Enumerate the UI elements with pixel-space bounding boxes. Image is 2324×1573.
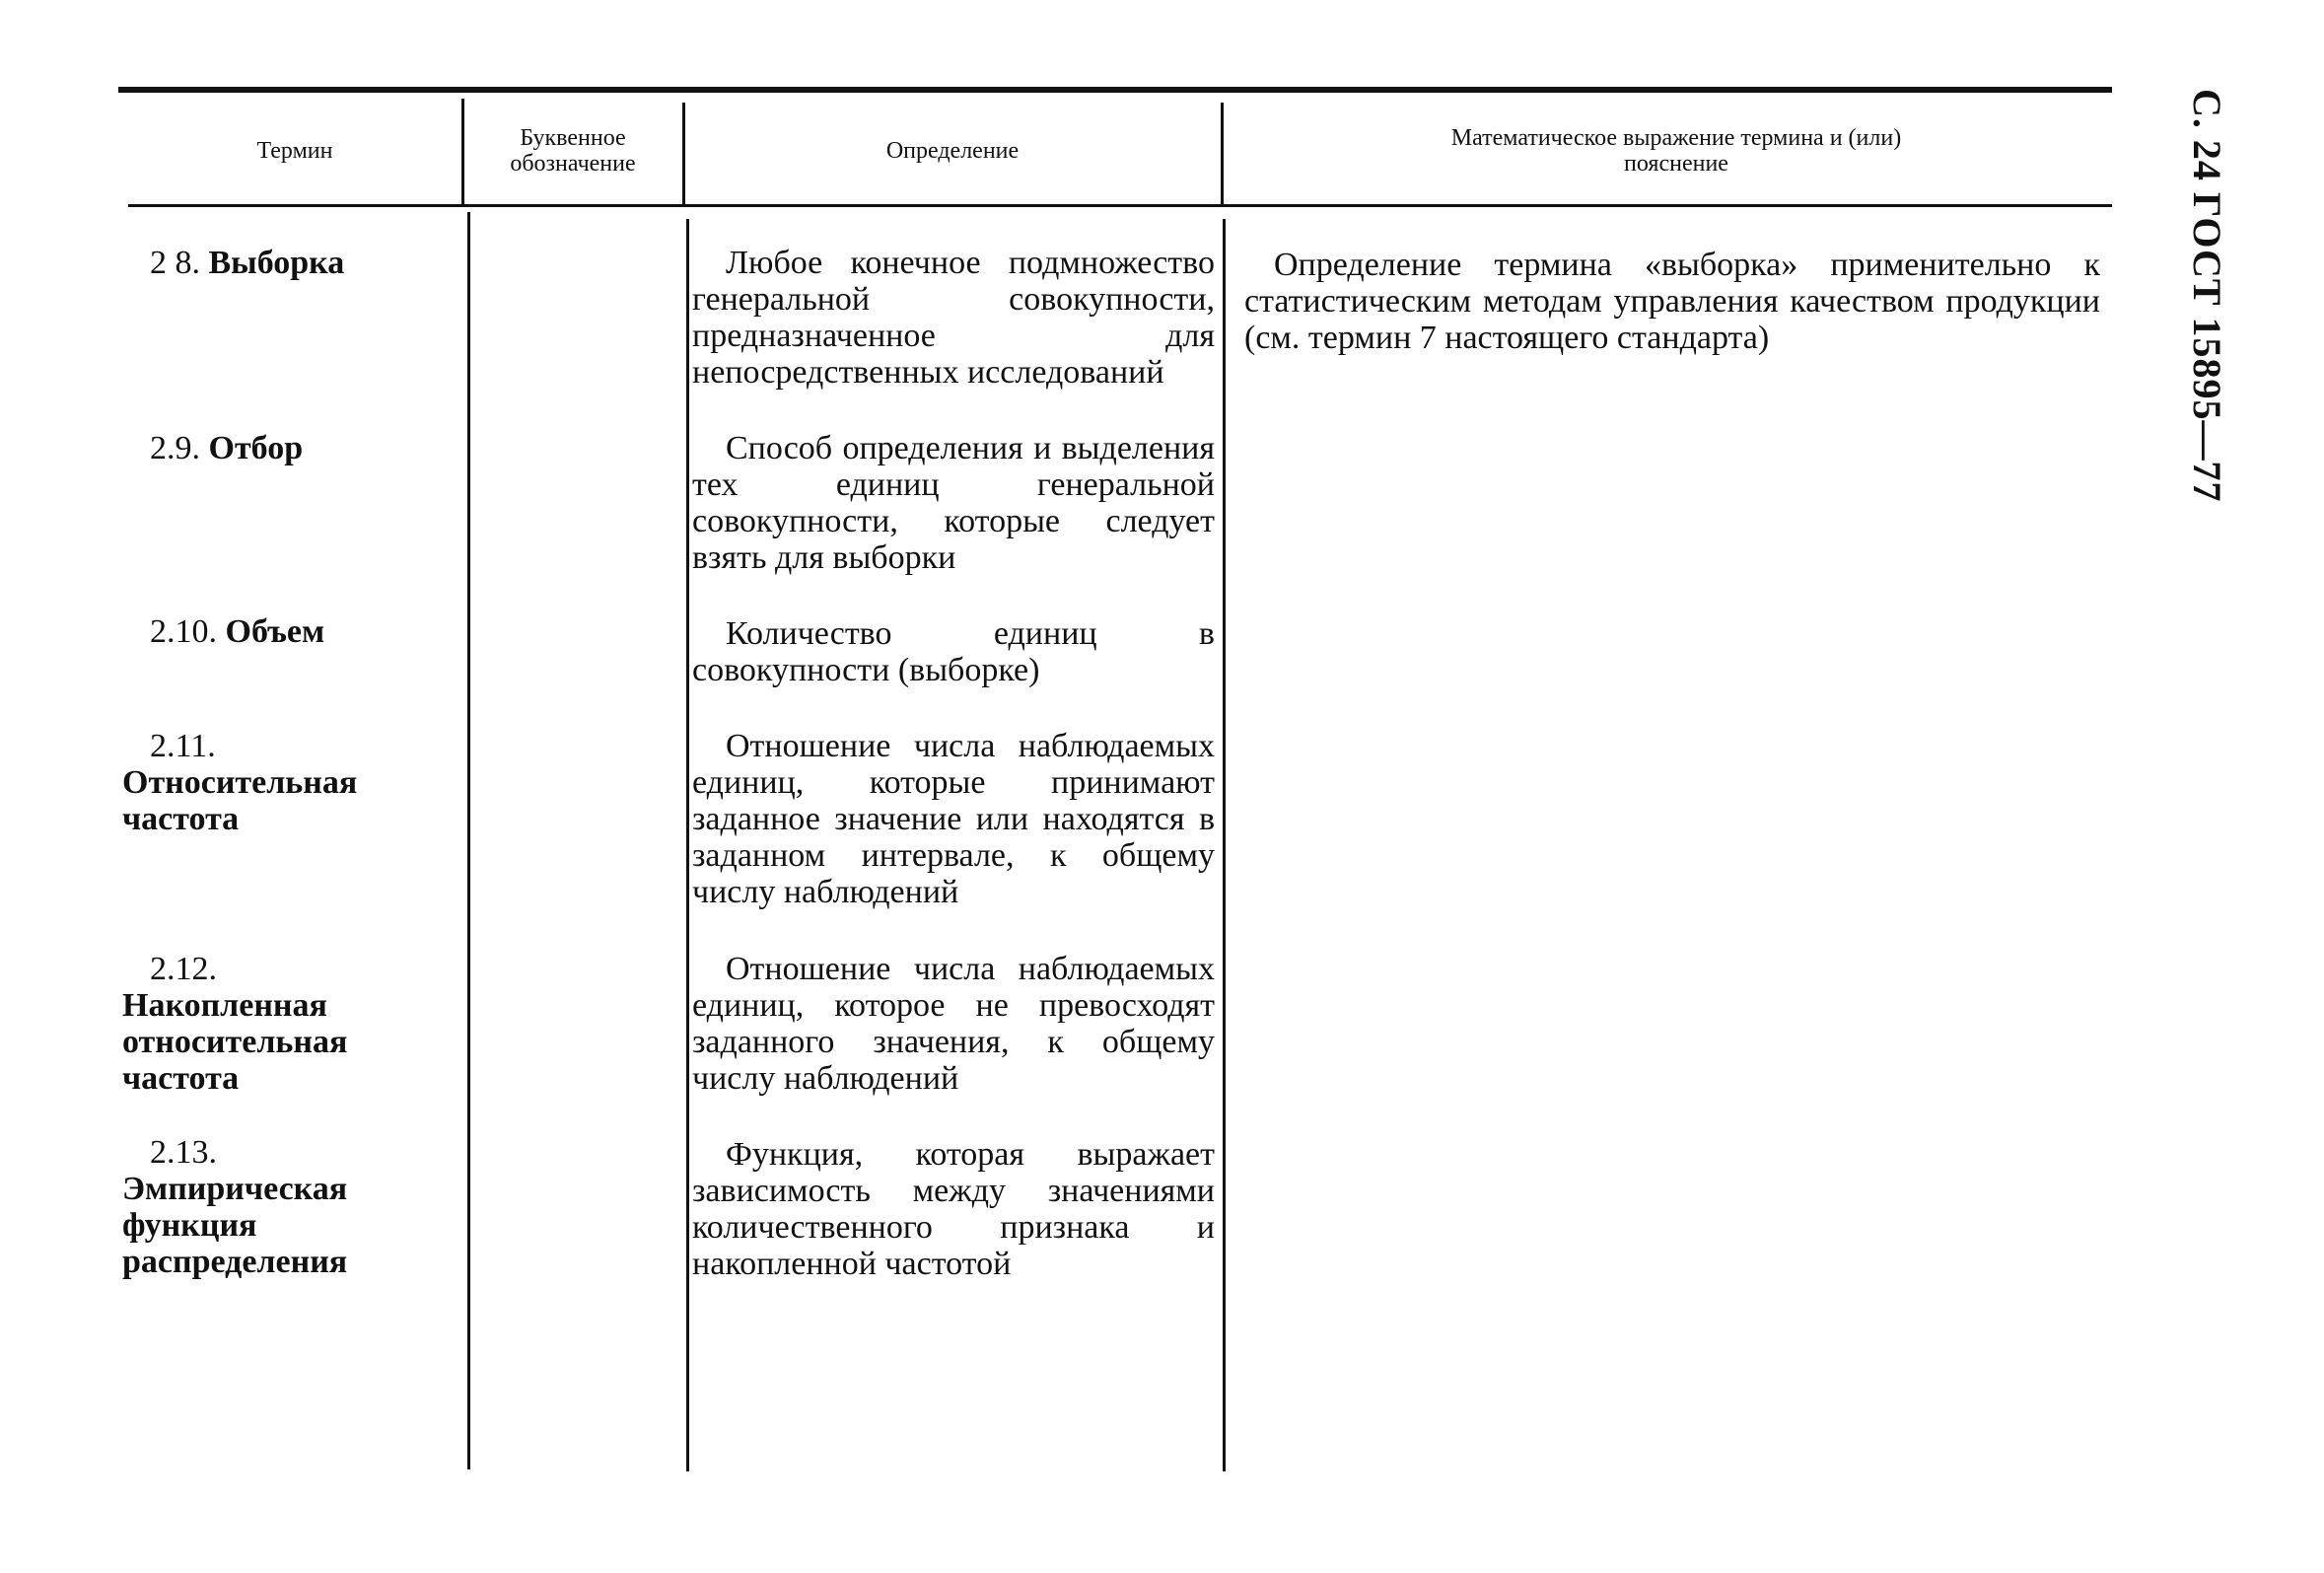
term-number: 2.11. bbox=[150, 728, 216, 764]
header-explanation: Математическое выражение термина и (или) пояснение bbox=[1450, 124, 1902, 177]
term-cell bbox=[122, 245, 475, 281]
table-header-rule bbox=[128, 204, 2112, 207]
column-divider-3-body bbox=[1223, 219, 1226, 1471]
header-symbol: Буквенное обозначение bbox=[510, 124, 636, 177]
term-name: Отбор bbox=[208, 430, 304, 466]
term-name: Относительная частота bbox=[122, 764, 358, 837]
term-cell bbox=[122, 951, 418, 1097]
term-number: 2.9. bbox=[150, 430, 200, 466]
term-number: 2 8. bbox=[150, 245, 200, 281]
column-divider-1-body bbox=[467, 212, 470, 1469]
term-cell bbox=[122, 1134, 418, 1280]
header-definition: Определение bbox=[885, 137, 1020, 164]
definition-cell: Количество единиц в совокупности (выборке) bbox=[692, 615, 1215, 688]
term-name: Объем bbox=[225, 613, 325, 650]
page-number-and-standard: С. 24 ГОСТ 15895—77 bbox=[2185, 89, 2229, 503]
term-cell bbox=[122, 430, 475, 466]
definition-cell: Отношение числа наблюдаемых единиц, которые принимают заданное значение или находятся в заданном интервале, к общему числу наблюдений bbox=[692, 728, 1215, 910]
table-top-rule bbox=[118, 87, 2112, 93]
column-divider-3 bbox=[1221, 103, 1224, 204]
explanation-cell: Определение термина «выборка» применительно к статистическим методам управления качеством продукции (см. термин 7 настоящего стандарта) bbox=[1244, 247, 2100, 356]
definition-cell: Отношение числа наблюдаемых единиц, которое не превосходят заданного значения, к общему числу наблюдений bbox=[692, 951, 1215, 1097]
header-term: Термин bbox=[256, 137, 333, 164]
term-name: Эмпирическая функция распределения bbox=[122, 1171, 348, 1280]
term-name: Накопленная относительная частота bbox=[122, 987, 348, 1097]
term-name: Выборка bbox=[208, 245, 345, 281]
term-cell bbox=[122, 613, 475, 650]
term-number: 2.12. bbox=[150, 951, 217, 987]
definition-cell: Функция, которая выражает зависимость между значениями количественного признака и накопленной частотой bbox=[692, 1136, 1215, 1282]
definition-cell: Любое конечное подмножество генеральной совокупности, предназначенное для непосредственных исследований bbox=[692, 245, 1215, 391]
term-cell bbox=[122, 728, 418, 837]
term-number: 2.13. bbox=[150, 1134, 217, 1171]
term-number: 2.10. bbox=[150, 613, 217, 650]
column-divider-2-body bbox=[686, 219, 689, 1471]
page-side-label bbox=[2169, 89, 2258, 523]
definition-cell: Способ определения и выделения тех единиц генеральной совокупности, которые следует взять для выборки bbox=[692, 430, 1215, 576]
